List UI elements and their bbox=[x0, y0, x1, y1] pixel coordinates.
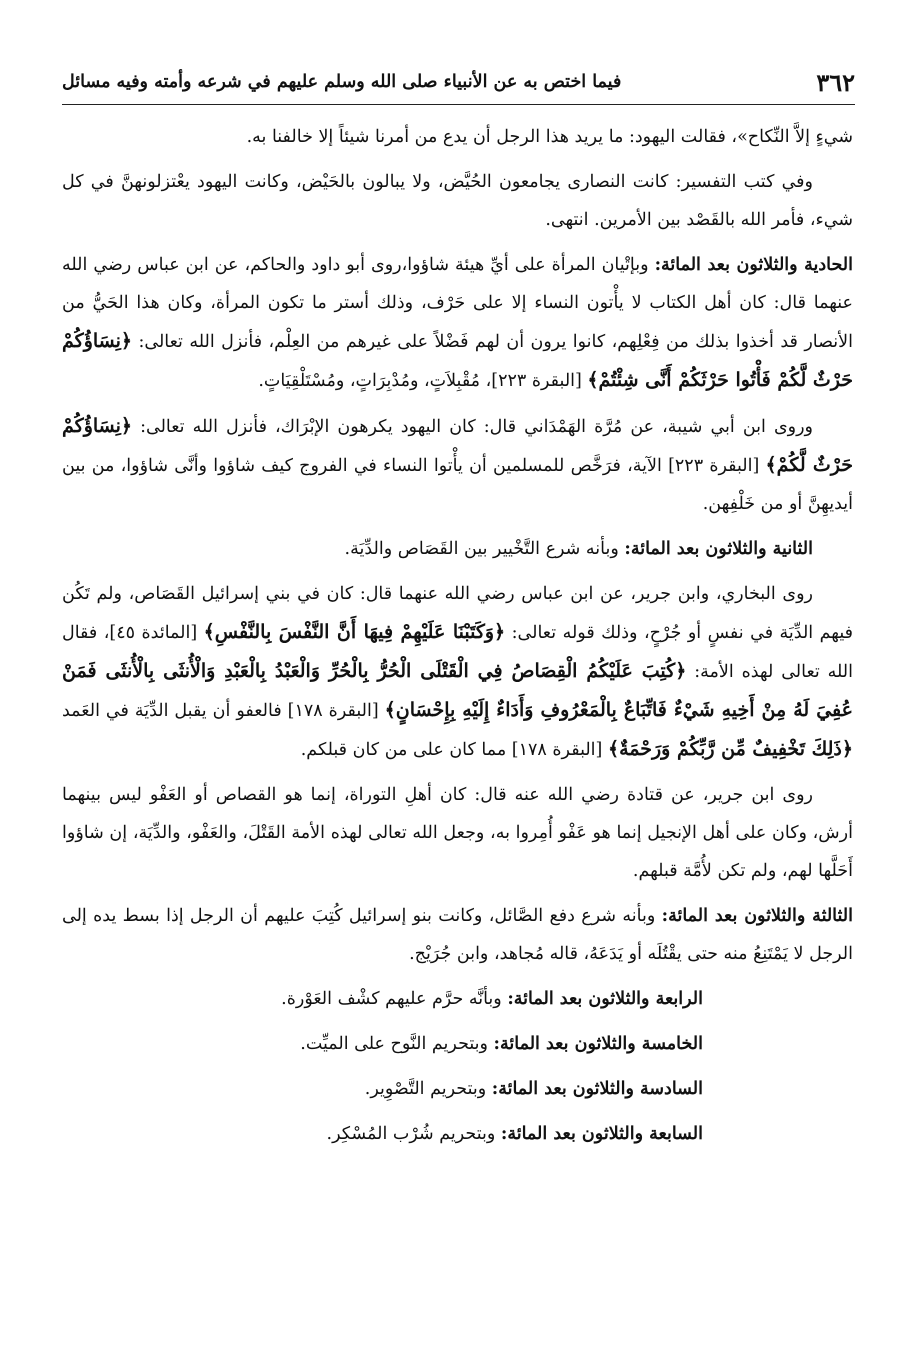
section-133-text: وبأنه شرع دفع الصَّائل، وكانت بنو إسرائيل كُتِبَ عليهم أن الرجل إذا بسط يده إلى الرجل لا يَمْتَنِعُ منه حتى يقْتُلَه أو يَدَعَهُ، قاله مُجاهد، وابن جُرَيْج. bbox=[62, 906, 853, 964]
section-136-heading: السادسة والثلاثون بعد المائة: bbox=[491, 1079, 703, 1099]
section-136 bbox=[62, 1070, 853, 1108]
section-131 bbox=[62, 246, 853, 400]
quran-verse: ﴿كُتِبَ عَلَيْكُمُ الْقِصَاصُ فِي الْقَتْلَى الْحُرُّ بِالْحُرِّ وَالْعَبْدُ بِالْعَبْدِ وَالْأُنثَى بِالْأُنثَى فَمَنْ عُفِيَ لَهُ مِنْ أَخِيهِ شَيْءٌ فَاتِّبَاعٌ بِالْمَعْرُوفِ وَأَدَاءٌ إِلَيْهِ بِإِحْسَانٍ﴾ bbox=[62, 660, 853, 721]
section-137-text: وبتحريم شُرْب المُسْكِر. bbox=[326, 1124, 501, 1144]
quran-verse: ﴿وَكَتَبْنَا عَلَيْهِمْ فِيهَا أَنَّ النَّفْسَ بِالنَّفْسِ﴾ bbox=[203, 621, 506, 643]
page-header bbox=[62, 60, 855, 105]
section-135-text: وبتحريم النَّوح على الميِّت. bbox=[300, 1034, 494, 1054]
page-number: ٣٦٢ bbox=[816, 67, 855, 97]
section-132-text: وبأنه شرع التَّخْيير بين القَصَاص والدِّيَة. bbox=[344, 539, 625, 559]
paragraph-tafsir: وفي كتب التفسير: كانت النصارى يجامعون الحُيَّض، ولا يبالون بالحَيْض، وكانت اليهود يعْتزلونهنَّ في كل شيء، فأمر الله بالقَصْد بين الأمرين. انتهى. bbox=[62, 172, 853, 230]
section-134 bbox=[62, 980, 853, 1018]
section-134-text: وبأنَّه حرَّم عليهم كشْف العَوْرة. bbox=[281, 989, 508, 1009]
paragraph-continuation: شيءٍ إلاَّ النِّكاح»، فقالت اليهود: ما يريد هذا الرجل أن يدع من أمرنا شيئاً إلا خالفنا به. bbox=[246, 127, 853, 147]
section-133-heading: الثالثة والثلاثون بعد المائة: bbox=[661, 906, 853, 926]
paragraph-text-1: وروى ابن أبي شيبة، عن مُرَّة الهَمْدَاني قال: كان اليهود يكرهون الإبْرَاك، فأنزل الله تعالى: bbox=[132, 417, 813, 437]
section-135 bbox=[62, 1025, 853, 1063]
section-133 bbox=[62, 897, 853, 973]
quran-verse: ﴿ذَلِكَ تَخْفِيفٌ مِّن رَّبِّكُمْ وَرَحْمَةٌ﴾ bbox=[607, 738, 853, 760]
section-131-text-1: وبإتْيان المرأة على أيِّ هيئة شاؤوا،روى أبو داود والحاكم، عن ابن عباس رضي الله عنهما قال: كان أهل الكتاب لا يأْتون النساء إلا على حَرْف، وذلك أستر ما تكون المرأة، وكان هذا الحَيُّ من الأنصار قد أخذوا بذلك من فِعْلِهم، كانوا يرون أن لهم فَضْلاً على غيرهم من العِلْم، فأنزل الله تعالى: bbox=[62, 255, 853, 352]
paragraph-text-2: [المائدة ٤٥]، فقال الله تعالى لهذه الأمة: bbox=[62, 623, 853, 682]
section-135-heading: الخامسة والثلاثون بعد المائة: bbox=[493, 1034, 703, 1054]
paragraph-text-1: روى البخاري، وابن جرير، عن ابن عباس رضي الله عنهما قال: كان في بني إسرائيل القَصَاص، ولم تَكُن فيهم الدِّيَة في نفسٍ أو جُرْحٍ، وذلك قوله تعالى: bbox=[62, 584, 853, 643]
section-132-heading: الثانية والثلاثون بعد المائة: bbox=[624, 539, 813, 559]
paragraph-text-3: [البقرة ١٧٨] فالعفو أن يقبل الدِّيَة في العَمد bbox=[62, 701, 385, 721]
quran-verse: ﴿نِسَاؤُكُمْ حَرْثٌ لَّكُمْ فَأْتُوا حَرْثَكُمْ أَنَّى شِئْتُمْ﴾ bbox=[62, 330, 853, 391]
page-body bbox=[62, 118, 853, 1358]
paragraph-qatada: روى ابن جرير، عن قتادة رضي الله عنه قال: كان أهلِ التوراة، إنما هو القصاص أو العَفْو ليس بينهما أرش، وكان على أهل الإنجيل إنما هو عَفْو أُمِروا به، وجعل الله تعالى لهذه الأمة القَتْلَ، والعَفْو، والدِّيَة، إن شاؤوا أَحَلَّها لهم، ولم تكن لأُمَّة قبلهم. bbox=[62, 785, 853, 881]
section-131-text-2: [البقرة ٢٢٣]، مُقْبِلاَتٍ، ومُدْبِرَاتٍ، ومُسْتَلْقِيَاتٍ. bbox=[258, 371, 588, 391]
section-137 bbox=[62, 1115, 853, 1153]
section-137-heading: السابعة والثلاثون بعد المائة: bbox=[500, 1124, 703, 1144]
paragraph-bukhari bbox=[62, 575, 853, 769]
paragraph-ibn-abi-shayba bbox=[62, 407, 853, 523]
section-136-text: وبتحريم التَّصْوِير. bbox=[364, 1079, 492, 1099]
paragraph-text-2: [البقرة ٢٢٣] الآية، فرَخَّص للمسلمين أن يأْتوا النساء في الفروج كيف شاؤوا وأنَّى شاؤوا، من بين أيديهِنَّ أو من خَلْفِهن. bbox=[62, 456, 853, 514]
section-132 bbox=[62, 530, 853, 568]
quran-verse: ﴿نِسَاؤُكُمْ حَرْثٌ لَّكُمْ﴾ bbox=[62, 415, 853, 476]
section-134-heading: الرابعة والثلاثون بعد المائة: bbox=[507, 989, 703, 1009]
running-title: فيما اختص به عن الأنبياء صلى الله وسلم عليهم في شرعه وأمته وفيه مسائل bbox=[62, 72, 622, 92]
section-131-heading: الحادية والثلاثون بعد المائة: bbox=[654, 255, 853, 275]
paragraph-text-4: [البقرة ١٧٨] مما كان على من كان قبلكم. bbox=[300, 740, 608, 760]
